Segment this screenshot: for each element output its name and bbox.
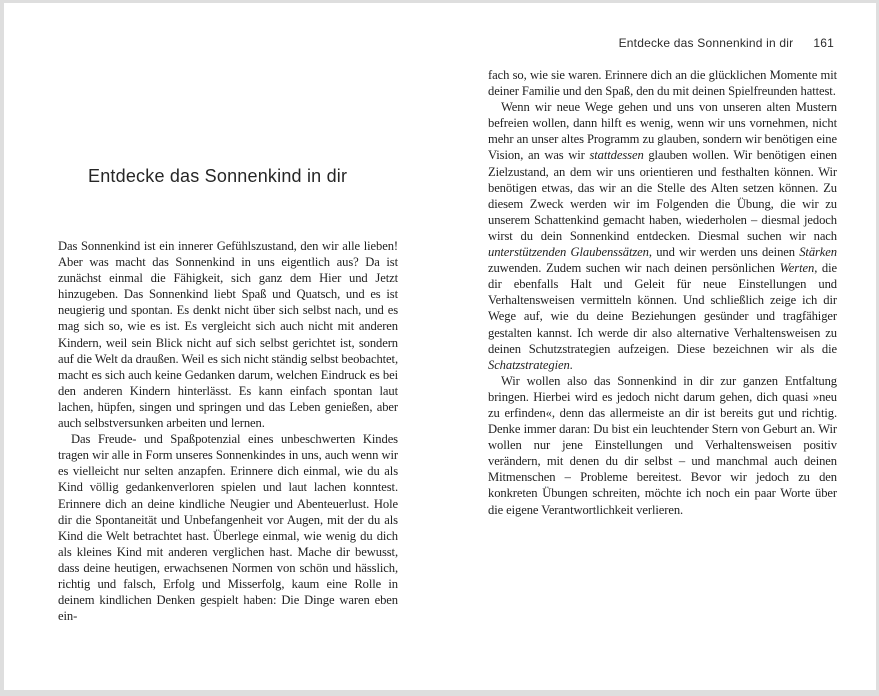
chapter-heading: Entdecke das Sonnenkind in dir (88, 166, 348, 186)
body-paragraph (488, 67, 837, 99)
text-segment: , und wir werden uns deinen (648, 245, 800, 260)
running-header (619, 36, 834, 50)
body-paragraph (58, 431, 398, 624)
text-segment: fach so, wie sie waren. Erinnere dich an die glücklichen Momente mit deiner Familie und den Spaß, den du mit deinen Spielfreunden hattest. (488, 68, 837, 99)
text-segment: Das Freude- und Spaßpotenzial eines unbeschwerten Kindes tragen wir alle in Form unseres Sonnenkindes in uns, auch wenn wir es vielleicht nur selten anzapfen. Erinnere dich einmal, wie du als Kind völlig gedankenverloren spielen und laut lachen konntest. Erinnere dich an deine kindliche Neugier und Abenteuerlust. Hole dir die Spontaneität und Unbefangenheit vor Augen, mit der du als Kind die Welt betrachtet hast. Überlege einmal, wie wenig du dich als kleines Kind mit anderen verglichen hast. Mache dir bewusst, dass deine heutigen, erwachsenen Normen von schön und hässlich, richtig und falsch, Erfolg und Misserfolg, kaum eine Rolle in deinem kindlichen Denken gespielt haben: Die Dinge waren eben ein- (58, 432, 398, 624)
text-segment: Wenn wir neue Wege gehen und uns von unseren alten Mustern befreien wollen, dann hilft es wenig, wenn wir uns vornehmen, nicht mehr an unser altes Programm zu glauben, sondern wir benötigen eine Vision, an was wir (488, 100, 837, 163)
text-segment: Wir wollen also das Sonnenkind in dir zur ganzen Entfaltung bringen. Hierbei wird es jedoch nicht darum gehen, dich quasi »neu zu erfinden«, denn das allermeiste an dir ist bereits gut und richtig. Denke immer daran: Du bist ein leuchtender Stern von Geburt an. Wir wollen nur jene Einstellungen und Verhaltensweisen positiv verändern, mit denen du dir selbst – und manchmal auch deinen Mitmenschen – Probleme bereitest. Bevor wir jedoch zu den konkreten Übungen schreiten, möchte ich noch ein paar Worte über die eigene Verantwortlichkeit verlieren. (488, 373, 837, 517)
body-paragraph (488, 99, 837, 373)
body-paragraph (58, 238, 398, 431)
left-text-column (58, 238, 398, 648)
emphasized-text: unterstützenden Glaubenssätzen (488, 245, 649, 260)
emphasized-text: Stärken (799, 245, 837, 260)
text-segment: glauben wollen. Wir benötigen einen Zielzustand, an dem wir uns orientieren und festhalten können. Wir benötigen etwas, das wir an die Stelle des Alten setzen können. Zu diesem Zweck werden wir im Folgenden die Übung, die wir zu unserem Schattenkind gemacht haben, wiederholen – diesmal jedoch wirst du dein Sonnenkind entdecken. Diesmal suchen wir nach (488, 148, 838, 243)
running-header-title: Entdecke das Sonnenkind in dir (618, 36, 794, 50)
text-segment: Das Sonnenkind ist ein innerer Gefühlszustand, den wir alle lieben! Aber was macht das Sonnenkind in uns eigentlich aus? Da ist zunächst einmal die Fähigkeit, sich ganz dem Hier und Jetzt hinzugeben. Das Sonnenkind liebt Spaß und Quatsch, und es ist neugierig und spontan. Es denkt nicht über sich selbst nach, und es mag sich so, wie es ist. Es vergleicht sich auch nicht mit anderen Kindern, weil sein Blick nicht auf sich selbst gerichtet ist, sondern auf die Welt da draußen. Weil es sich nicht ständig selbst beobachtet, macht es sich auch keine Gedanken darum, welchen Eindruck es bei den anderen Kindern hinterlässt. Es kann einfach spontan laut lachen, hüpfen, singen und springen und das Leben genießen, aber auch selbstversunken arbeiten und lernen. (58, 239, 398, 431)
page-number: 161 (813, 36, 834, 50)
book-page-spread (4, 3, 876, 690)
text-segment: , die dir ebenfalls Halt und Geleit für neue Einstellungen und Verhaltensweisen vermitteln können. Und schließlich zeige ich dir Wege auf, wie du deine Beziehungen gesünder und tragfähiger gestalten kannst. Ich werde dir also alternative Verhaltensweisen zu deinen Schutzstrategien aufzeigen. Diese bezeichnen wir als die (488, 261, 837, 356)
emphasized-text: stattdessen (589, 148, 644, 163)
body-paragraph (488, 373, 837, 518)
right-text-column (488, 67, 837, 587)
text-segment: zuwenden. Zudem suchen wir nach deinen persönlichen (488, 261, 780, 276)
emphasized-text: Werten (779, 261, 815, 276)
text-segment: . (569, 357, 573, 372)
emphasized-text: Schatzstrategien (488, 357, 570, 372)
